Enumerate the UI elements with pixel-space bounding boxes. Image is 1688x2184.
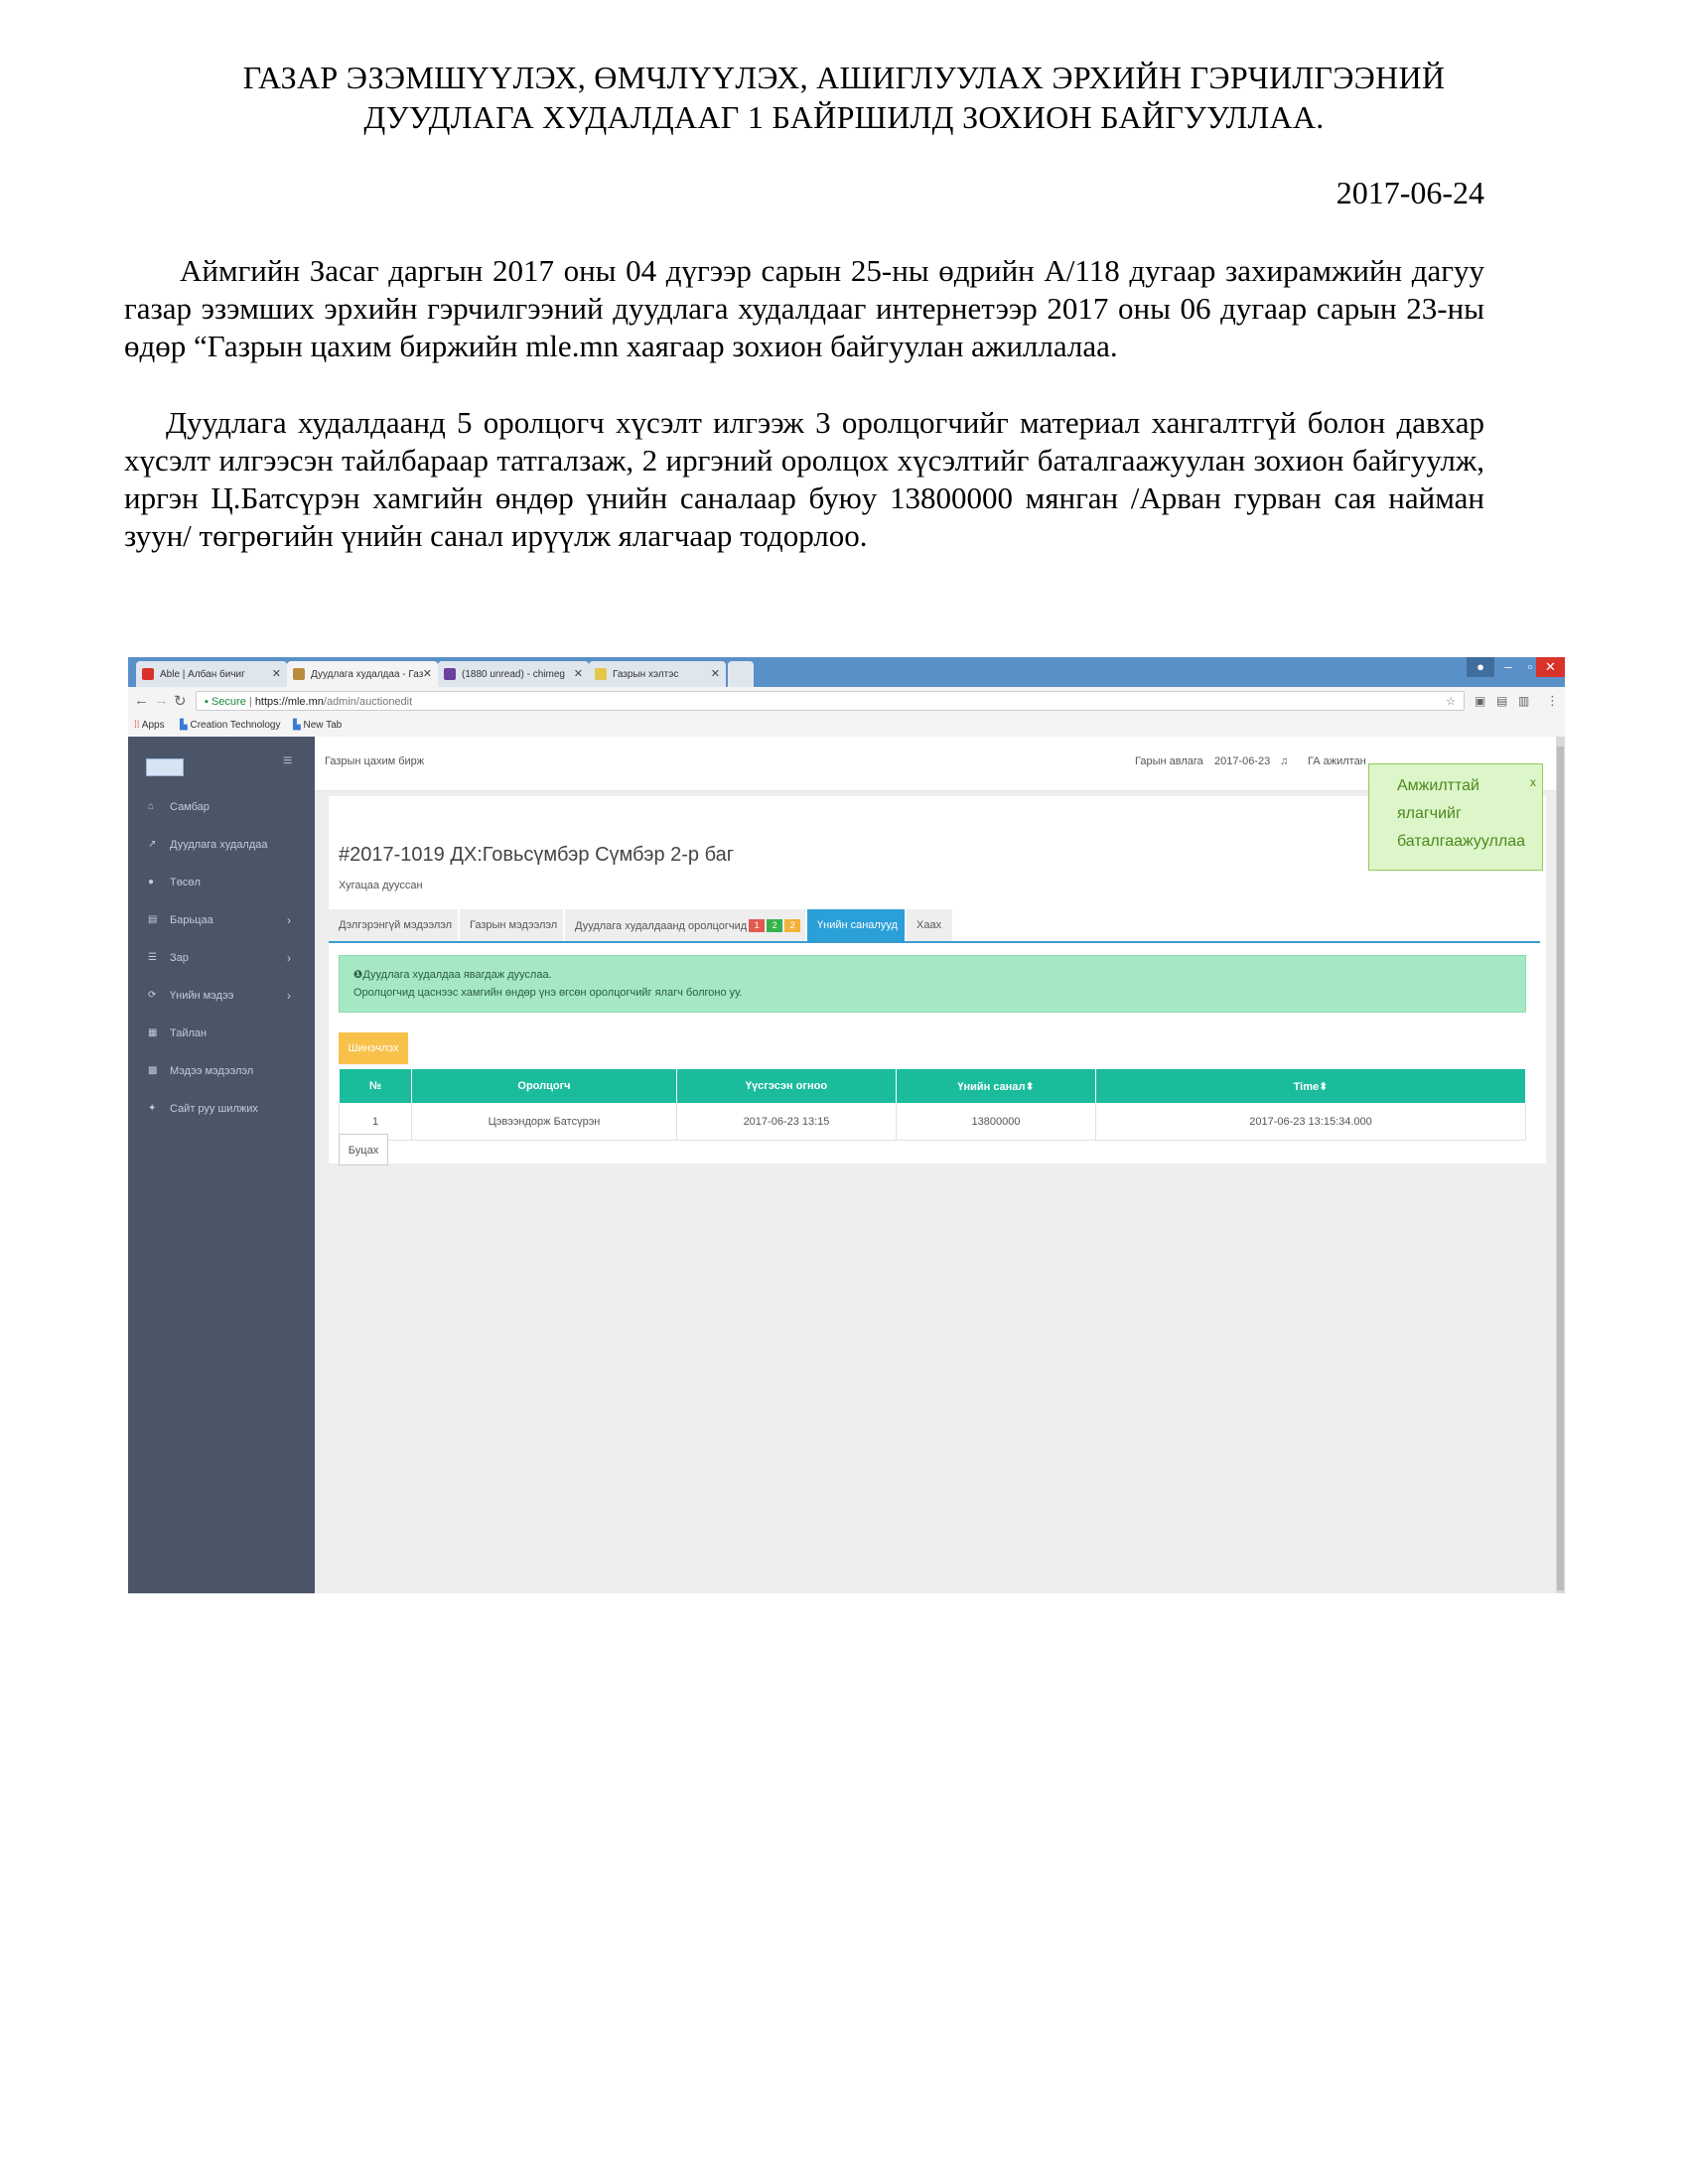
- document-icon: ▤: [148, 914, 158, 925]
- tabs-underline: [329, 941, 1540, 943]
- column-header-number[interactable]: №: [340, 1069, 412, 1104]
- site-logo: [146, 758, 184, 776]
- sidebar-item-go-to-site[interactable]: [128, 1100, 315, 1120]
- browser-tab-label: (1880 unread) - chimeg: [462, 669, 565, 680]
- column-header-price[interactable]: [897, 1069, 1096, 1104]
- badge-red: 1: [749, 919, 765, 932]
- address-bar: [128, 687, 1565, 716]
- bookmark-label: Creation Technology: [190, 720, 281, 731]
- success-alert: [339, 955, 1526, 1013]
- close-icon[interactable]: x: [1530, 775, 1536, 789]
- current-date: 2017-06-23: [1214, 755, 1271, 767]
- grid-icon: ▩: [148, 1065, 158, 1076]
- bookmark-apps[interactable]: [134, 720, 165, 731]
- scrollbar-thumb[interactable]: [1557, 747, 1564, 1590]
- cell-number: 1: [340, 1104, 412, 1141]
- cell-participant: Цэвээндорж Батсүрэн: [412, 1104, 677, 1141]
- tab-label: Дуудлага худалдаанд оролцогчид: [575, 920, 748, 932]
- sidebar-item-label: Барьцаа: [170, 914, 213, 926]
- close-icon[interactable]: ✕: [422, 668, 432, 680]
- bookmark-new-tab[interactable]: [293, 720, 342, 731]
- tab-close[interactable]: [907, 909, 952, 941]
- sidebar-item-label: Дуудлага худалдаа: [170, 839, 268, 851]
- document-date: 2017-06-24: [1336, 175, 1484, 210]
- apps-grid-icon: ⁞⁞: [134, 720, 140, 731]
- sidebar-item-label: Үнийн мэдээ: [170, 990, 234, 1002]
- new-tab-button[interactable]: [728, 661, 754, 687]
- browser-tab-able[interactable]: [136, 661, 287, 687]
- sort-icon[interactable]: ⬍: [1319, 1080, 1329, 1093]
- sidebar-item-news[interactable]: [128, 1062, 315, 1082]
- table-row[interactable]: [340, 1104, 1526, 1141]
- document-title-line2: ДУУДЛАГА ХУДАЛДААГ 1 БАЙРШИЛД ЗОХИОН БАЙГУУЛЛАА.: [363, 99, 1325, 135]
- badge-yellow: 2: [784, 919, 800, 932]
- info-icon: ❶: [353, 969, 363, 981]
- extension-icon[interactable]: ▥: [1518, 694, 1530, 708]
- sidebar-item-label: Сайт руу шилжих: [170, 1103, 258, 1115]
- user-name[interactable]: Гарын авлага: [1135, 755, 1203, 767]
- browser-tab-label: Газрын хэлтэс: [613, 669, 679, 680]
- tab-land-info[interactable]: [460, 909, 563, 941]
- close-icon[interactable]: ✕: [271, 668, 281, 680]
- bookmark-icon: ▙: [293, 720, 301, 731]
- list-icon: ☰: [148, 952, 157, 963]
- tab-label: Хаах: [916, 919, 942, 931]
- status-label: Хугацаа дууссан: [339, 880, 423, 891]
- auction-panel: [329, 796, 1546, 1163]
- table-header-row: [340, 1069, 1526, 1104]
- forward-arrow-icon[interactable]: →: [154, 692, 169, 709]
- scrollbar[interactable]: [1556, 737, 1565, 1593]
- back-button[interactable]: Буцах: [339, 1134, 388, 1165]
- dot-icon: ●: [148, 877, 155, 887]
- browser-tab-land-office[interactable]: [589, 661, 726, 687]
- toast-line: Амжилттай: [1397, 777, 1479, 794]
- url-separator: |: [248, 696, 255, 708]
- window-close-icon[interactable]: ✕: [1536, 657, 1565, 677]
- column-header-label: Үнийн санал: [957, 1080, 1026, 1093]
- browser-tab-mail[interactable]: [438, 661, 589, 687]
- paragraph-2: Дуудлага худалдаанд 5 оролцогч хүсэлт илгээж 3 оролцогчийг материал хангалтгүй болон давхар хүсэлт илгээсэн тайлбараар татгалзаж, 2 иргэний оролцох хүсэлтийг баталгаажуулан зохион байгуулж, иргэн Ц.Батсүрэн хамгийн өндөр үнийн саналаар буюу 13800000 мянган /Арван гурван сая найман зуун/ төгрөгийн үнийн санал ирүүлж ялагчаар тодорлоо.: [124, 405, 1484, 553]
- gavel-icon: [293, 668, 305, 680]
- badge-green: 2: [767, 919, 782, 932]
- alert-line: Дуудлага худалдаа явагдаж дууслаа.: [362, 969, 552, 981]
- document-title: [119, 58, 1569, 137]
- sidebar-item-project[interactable]: [128, 874, 315, 893]
- bell-icon[interactable]: ♫: [1280, 755, 1289, 767]
- profile-icon[interactable]: ●: [1467, 657, 1494, 677]
- sidebar-item-auction[interactable]: [128, 836, 315, 856]
- share-icon: ↗: [148, 839, 157, 850]
- document-title-line1: ГАЗАР ЭЗЭМШҮҮЛЭХ, ӨМЧЛҮҮЛЭХ, АШИГЛУУЛАХ ЭРХИЙН ГЭРЧИЛГЭЭНИЙ: [242, 60, 1446, 95]
- home-icon: ⌂: [148, 801, 155, 812]
- calendar-icon: ▦: [148, 1027, 158, 1038]
- bookmark-icon: ▙: [180, 720, 188, 731]
- close-icon[interactable]: ✕: [573, 668, 583, 680]
- lock-icon: ▪: [205, 696, 209, 708]
- toast-line: ялагчийг: [1397, 805, 1462, 822]
- sidebar-item-label: Зар: [170, 952, 189, 964]
- cell-created: 2017-06-23 13:15: [677, 1104, 897, 1141]
- url-input[interactable]: [196, 691, 1465, 711]
- menu-dots-icon[interactable]: ⋮: [1546, 693, 1559, 708]
- chevron-right-icon: ›: [287, 951, 291, 965]
- restore-icon[interactable]: ▫: [1527, 659, 1533, 674]
- paragraph-1: Аймгийн Засаг даргын 2017 оны 04 дүгээр сарын 25-ны өдрийн А/118 дугаар захирамжийн дагуу газар эзэмших эрхийн гэрчилгээний дуудлага худалдааг интернетээр 2017 оны 06 дугаар сарын 23-ны өдөр “Газрын цахим биржийн mle.mn хаягаар зохион байгуулан ажиллалаа.: [124, 253, 1484, 363]
- column-header-participant[interactable]: Оролцогч: [412, 1069, 677, 1104]
- globe-icon: ✦: [148, 1103, 157, 1114]
- bids-table: [339, 1068, 1526, 1141]
- browser-tab-label: Дуудлага худалдаа - Газ: [311, 669, 424, 680]
- user-role[interactable]: ГА ажилтан: [1308, 755, 1366, 767]
- mail-icon: [444, 668, 456, 680]
- alert-line: Оролцогчид цаснээс хамгийн өндөр үнэ өгсөн оролцогчийг ялагч болгоно уу.: [353, 987, 743, 999]
- toast-line: баталгаажууллаа: [1397, 833, 1526, 850]
- column-header-label: Time: [1293, 1080, 1320, 1093]
- tab-label: Дэлгэрэнгүй мэдээлэл: [339, 919, 453, 931]
- refresh-button[interactable]: Шинэчлэх: [339, 1032, 408, 1064]
- extension-icon[interactable]: ▣: [1475, 694, 1486, 708]
- chevron-right-icon: ›: [287, 913, 291, 927]
- hamburger-icon[interactable]: ≡: [283, 752, 293, 769]
- refresh-icon: ⟳: [148, 990, 157, 1001]
- sidebar-item-price-news[interactable]: [128, 987, 315, 1007]
- page-title: #2017-1019 ДХ:Говьсүмбэр Сүмбэр 2-р баг: [339, 844, 735, 866]
- bookmarks-bar: [128, 715, 1565, 738]
- sort-icon[interactable]: ⬍: [1025, 1080, 1035, 1093]
- success-toast: [1368, 763, 1543, 871]
- tab-details[interactable]: [329, 909, 458, 941]
- sidebar-item-label: Самбар: [170, 801, 210, 813]
- sidebar: [128, 737, 315, 1593]
- secure-label: Secure: [211, 696, 246, 708]
- bookmark-creation-technology[interactable]: [180, 720, 280, 731]
- sidebar-item-dashboard[interactable]: [128, 798, 315, 818]
- browser-tab-bar: [128, 657, 1565, 687]
- site-title: Газрын цахим бирж: [325, 755, 425, 767]
- tab-participants[interactable]: [565, 909, 805, 941]
- tab-price-offers[interactable]: [807, 909, 905, 941]
- column-header-created[interactable]: Үүсгэсэн огноо: [677, 1069, 897, 1104]
- close-icon[interactable]: ✕: [710, 668, 720, 680]
- bookmark-label: New Tab: [303, 720, 343, 731]
- cell-price: 13800000: [897, 1104, 1096, 1141]
- sidebar-item-label: Төсөл: [170, 877, 201, 888]
- sidebar-item-label: Тайлан: [170, 1027, 208, 1039]
- sidebar-item-ads[interactable]: [128, 949, 315, 969]
- back-arrow-icon[interactable]: ←: [134, 692, 149, 709]
- browser-tab-label: Able | Албан бичиг: [160, 669, 245, 680]
- sidebar-item-collateral[interactable]: [128, 911, 315, 931]
- extension-icon[interactable]: ▤: [1496, 694, 1508, 708]
- cell-time: 2017-06-23 13:15:34.000: [1096, 1104, 1526, 1141]
- able-icon: [142, 668, 154, 680]
- star-icon[interactable]: ☆: [1446, 696, 1456, 708]
- url-path: /admin/auctionedit: [323, 696, 413, 708]
- tab-label: Үнийн саналууд: [817, 919, 898, 931]
- page-icon: [595, 668, 607, 680]
- sidebar-item-report[interactable]: [128, 1024, 315, 1044]
- tab-label: Газрын мэдээлэл: [470, 919, 558, 931]
- bookmark-label: Apps: [141, 720, 165, 731]
- column-header-time[interactable]: [1096, 1069, 1526, 1104]
- reload-icon[interactable]: ↻: [174, 693, 187, 710]
- url-host: https://mle.mn: [254, 696, 324, 708]
- browser-tab-auction[interactable]: [287, 661, 438, 687]
- embedded-screenshot: [128, 657, 1565, 1593]
- sidebar-item-label: Мэдээ мэдээлэл: [170, 1065, 254, 1077]
- chevron-right-icon: ›: [287, 989, 291, 1003]
- minimize-icon[interactable]: –: [1504, 659, 1512, 674]
